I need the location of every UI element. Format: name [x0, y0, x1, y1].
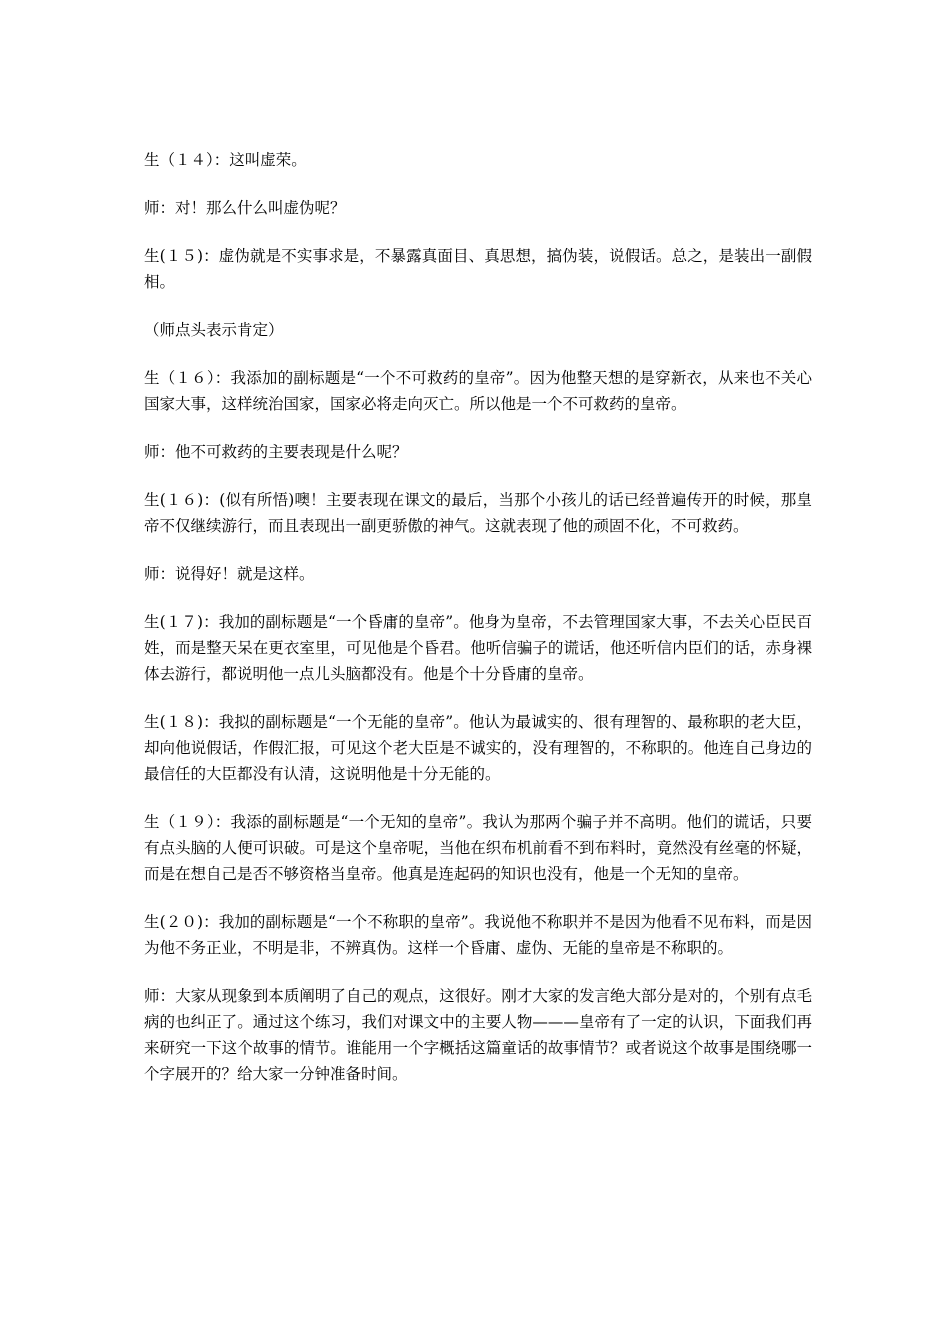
paragraph-teacher-summary: 师：大家从现象到本质阐明了自己的观点，这很好。刚才大家的发言绝大部分是对的，个别有点毛病的也纠正了。通过这个练习，我们对课文中的主要人物———皇帝有了一定的认识，下面我们再来研究一下这个故事的情节。谁能用一个字概括这篇童话的故事情节？或者说这个故事是围绕哪一个字展开的？给大家一分钟准备时间。 [144, 987, 812, 1083]
paragraph-student-15: 生(１５)：虚伪就是不实事求是，不暴露真面目、真思想，搞伪装，说假话。总之，是装出一副假相。 [144, 247, 812, 291]
paragraph-teacher-praise: 师：说得好！就是这样。 [144, 565, 315, 583]
paragraph-student-19: 生（１９）：我添的副标题是“一个无知的皇帝”。我认为那两个骗子并不高明。他们的谎话，只要有点头脑的人便可识破。可是这个皇帝呢，当他在织布机前看不到布料时，竟然没有丝毫的怀疑，而是在想自己是否不够资格当皇帝。他真是连起码的知识也没有，他是一个无知的皇帝。 [144, 813, 812, 883]
paragraph-stage-direction: （师点头表示肯定） [144, 321, 284, 339]
document-body [144, 147, 812, 1109]
paragraph-student-14: 生（１４）：这叫虚荣。 [144, 151, 307, 169]
paragraph-student-16-followup: 生(１６)：(似有所悟)噢！主要表现在课文的最后，当那个小孩儿的话已经普遍传开的时候，那皇帝不仅继续游行，而且表现出一副更骄傲的神气。这就表现了他的顽固不化，不可救药。 [144, 491, 812, 535]
paragraph-student-16: 生（１６）：我添加的副标题是“一个不可救药的皇帝”。因为他整天想的是穿新衣，从来也不关心国家大事，这样统治国家，国家必将走向灭亡。所以他是一个不可救药的皇帝。 [144, 369, 812, 413]
paragraph-teacher-question-incurable: 师：他不可救药的主要表现是什么呢？ [144, 443, 408, 461]
paragraph-student-20: 生(２０)：我加的副标题是“一个不称职的皇帝”。我说他不称职并不是因为他看不见布料，而是因为他不务正业，不明是非，不辨真伪。这样一个昏庸、虚伪、无能的皇帝是不称职的。 [144, 913, 812, 957]
paragraph-student-18: 生(１８)：我拟的副标题是“一个无能的皇帝”。他认为最诚实的、很有理智的、最称职的老大臣，却向他说假话，作假汇报，可见这个老大臣是不诚实的，没有理智的，不称职的。他连自己身边的最信任的大臣都没有认清，这说明他是十分无能的。 [144, 713, 812, 783]
paragraph-teacher-question-hypocrisy: 师：对！那么什么叫虚伪呢？ [144, 199, 346, 217]
paragraph-student-17: 生(１７)：我加的副标题是“一个昏庸的皇帝”。他身为皇帝，不去管理国家大事，不去关心臣民百姓，而是整天呆在更衣室里，可见他是个昏君。他听信骗子的谎话，他还听信内臣们的话，赤身裸体去游行，都说明他一点儿头脑都没有。他是个十分昏庸的皇帝。 [144, 613, 812, 683]
